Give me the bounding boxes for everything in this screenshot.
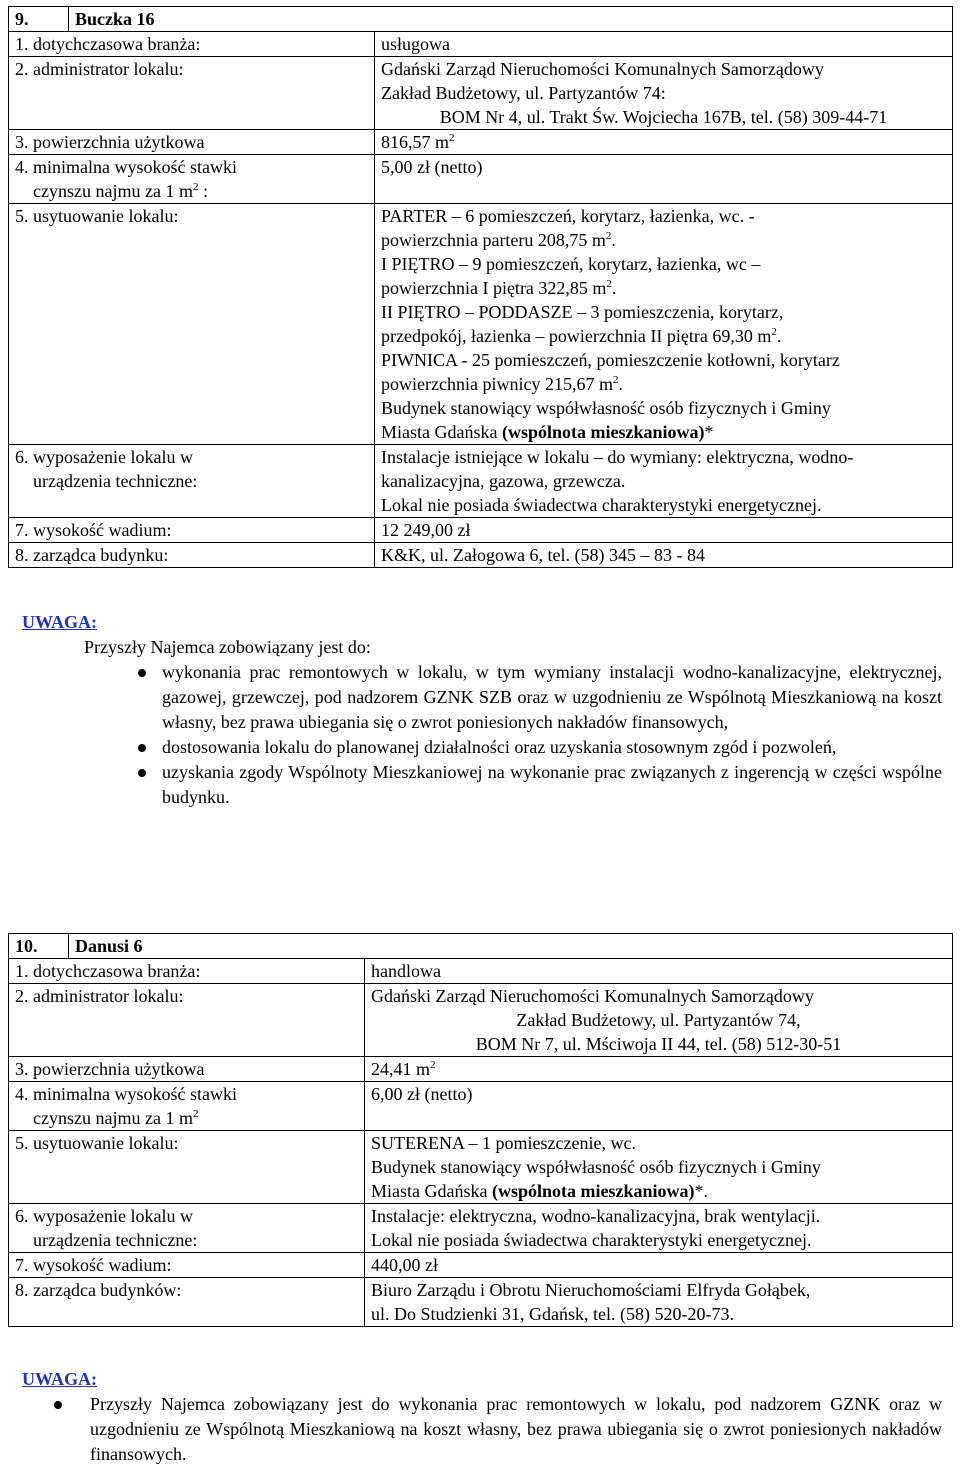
row-value bbox=[365, 1204, 953, 1253]
row-value bbox=[375, 57, 953, 130]
row-value bbox=[375, 130, 953, 155]
admin-line: BOM Nr 7, ul. Mściwoja II 44, tel. (58) 512-30-51 bbox=[475, 1034, 842, 1054]
list-item: wykonania prac remontowych w lokalu, w tym wymiany instalacji wodno-kanalizacyjne, elektrycznej, gazowej, grzewczej, pod nadzorem GZNK SZB oraz w uzgodnieniu ze Wspólnotą Mieszkaniową na koszt własny, bez prawa ubiegania się o zwrot poniesionych nakładów finansowych, bbox=[22, 660, 942, 735]
row-label: 2. administrator lokalu: bbox=[9, 57, 375, 130]
property-number: 10. bbox=[9, 934, 69, 959]
property-table-2 bbox=[8, 933, 953, 1327]
row-value bbox=[365, 1057, 953, 1082]
admin-line: Gdański Zarząd Nieruchomości Komunalnych Samorządowy bbox=[381, 59, 824, 79]
list-item: dostosowania lokalu do planowanej działalności oraz uzyskania stosownym zgód i pozwoleń, bbox=[22, 735, 942, 760]
row-label: 5. usytuowanie lokalu: bbox=[9, 1131, 365, 1204]
row-label: 1. dotychczasowa branża: bbox=[9, 959, 365, 984]
row-label bbox=[9, 445, 375, 518]
row-label: 8. zarządca budynku: bbox=[9, 543, 375, 568]
label-line: urządzenia techniczne: bbox=[33, 471, 198, 491]
list-item: Przyszły Najemca zobowiązany jest do wykonania prac remontowych w lokalu, pod nadzorem GZNK oraz w uzgodnieniu ze Wspólnotą Mieszkaniową na koszt własny, bez prawa ubiegania się o zwrot poniesionych nakładów finansowych. bbox=[22, 1392, 942, 1467]
location-line: II PIĘTRO – PODDASZE – 3 pomieszczenia, korytarz, bbox=[381, 302, 784, 322]
superscript: 2 bbox=[449, 132, 455, 144]
label-line: 6. wyposażenie lokalu w bbox=[15, 1206, 193, 1226]
manager-line: ul. Do Studzienki 31, Gdańsk, tel. (58) 520-20-73. bbox=[371, 1304, 734, 1324]
note-heading: UWAGA: bbox=[22, 612, 97, 632]
table-row bbox=[9, 130, 953, 155]
property-table-1 bbox=[8, 6, 953, 568]
location-line: PIWNICA - 25 pomieszczeń, pomieszczenie kotłowni, korytarz bbox=[381, 350, 840, 370]
location-line: Budynek stanowiący współwłasność osób fizycznych i Gminy bbox=[371, 1157, 821, 1177]
row-label: 1. dotychczasowa branża: bbox=[9, 32, 375, 57]
obligation-list bbox=[22, 660, 942, 810]
location-line: przedpokój, łazienka – powierzchnia II piętra 69,30 $m^2$. bbox=[381, 326, 782, 346]
table-row bbox=[9, 1082, 953, 1131]
location-line: SUTERENA – 1 pomieszczenie, wc. bbox=[371, 1133, 636, 1153]
row-value bbox=[365, 1131, 953, 1204]
property-number: 9. bbox=[9, 7, 69, 32]
table-row-header bbox=[9, 7, 953, 32]
location-line: powierzchnia parteru 208,75 $m^2$. bbox=[381, 230, 616, 250]
row-value bbox=[375, 445, 953, 518]
admin-line: Gdański Zarząd Nieruchomości Komunalnych Samorządowy bbox=[371, 986, 814, 1006]
note-intro: Przyszły Najemca zobowiązany jest do: bbox=[84, 637, 371, 657]
table-row bbox=[9, 32, 953, 57]
row-value: 5,00 zł (netto) bbox=[375, 155, 953, 204]
admin-line: Zakład Budżetowy, ul. Partyzantów 74, bbox=[516, 1010, 801, 1030]
table-row bbox=[9, 1131, 953, 1204]
row-value: 12 249,00 zł bbox=[375, 518, 953, 543]
row-value: K&K, ul. Załogowa 6, tel. (58) 345 – 83 - 84 bbox=[375, 543, 953, 568]
row-label: 3. powierzchnia użytkowa bbox=[9, 1057, 365, 1082]
note-heading: UWAGA: bbox=[22, 1369, 97, 1389]
location-line: powierzchnia I piętra 322,85 $m^2$. bbox=[381, 278, 617, 298]
property-title: Danusi 6 bbox=[69, 934, 953, 959]
manager-line: Biuro Zarządu i Obrotu Nieruchomościami Elfryda Gołąbek, bbox=[371, 1280, 811, 1300]
row-value bbox=[365, 1278, 953, 1327]
table-row bbox=[9, 445, 953, 518]
row-label: 2. administrator lokalu: bbox=[9, 984, 365, 1057]
table-row bbox=[9, 518, 953, 543]
equipment-line: Lokal nie posiada świadectwa charakterystyki energetycznej. bbox=[381, 495, 822, 515]
note-block-1 bbox=[22, 610, 942, 810]
table-row bbox=[9, 984, 953, 1057]
property-title: Buczka 16 bbox=[69, 7, 953, 32]
note-block-2 bbox=[22, 1367, 942, 1467]
table-row bbox=[9, 57, 953, 130]
admin-line: Zakład Budżetowy, ul. Partyzantów 74: bbox=[381, 83, 666, 103]
location-line: I PIĘTRO – 9 pomieszczeń, korytarz, łazienka, wc – bbox=[381, 254, 761, 274]
row-value: 440,00 zł bbox=[365, 1253, 953, 1278]
location-line: PARTER – 6 pomieszczeń, korytarz, łazienka, wc. - bbox=[381, 206, 755, 226]
label-line: czynszu najmu za 1 $m^2$ : bbox=[33, 181, 208, 201]
table-row bbox=[9, 1057, 953, 1082]
table-row bbox=[9, 204, 953, 445]
area-value: 24,41 m bbox=[371, 1059, 431, 1079]
location-line: Miasta Gdańska (wspólnota mieszkaniowa)*. bbox=[371, 1181, 708, 1201]
location-line: Budynek stanowiący współwłasność osób fizycznych i Gminy bbox=[381, 398, 831, 418]
label-line: 4. minimalna wysokość stawki bbox=[15, 1084, 237, 1104]
row-label bbox=[9, 1204, 365, 1253]
row-label bbox=[9, 155, 375, 204]
location-line: Miasta Gdańska (wspólnota mieszkaniowa)* bbox=[381, 422, 714, 442]
label-line: urządzenia techniczne: bbox=[33, 1230, 198, 1250]
row-label: 3. powierzchnia użytkowa bbox=[9, 130, 375, 155]
equipment-line: Lokal nie posiada świadectwa charakterystyki energetycznej. bbox=[371, 1230, 812, 1250]
label-line: czynszu najmu za 1 $m^2$ bbox=[33, 1108, 199, 1128]
row-label: 5. usytuowanie lokalu: bbox=[9, 204, 375, 445]
bullet-icon bbox=[138, 744, 146, 752]
equipment-line: Instalacje: elektryczna, wodno-kanalizacyjna, brak wentylacji. bbox=[371, 1206, 821, 1226]
table-row bbox=[9, 1204, 953, 1253]
row-value: 6,00 zł (netto) bbox=[365, 1082, 953, 1131]
row-value: handlowa bbox=[365, 959, 953, 984]
obligation-list bbox=[22, 1392, 942, 1467]
table-row bbox=[9, 959, 953, 984]
equipment-line: Instalacje istniejące w lokalu – do wymiany: elektryczna, wodno- bbox=[381, 447, 854, 467]
location-line: powierzchnia piwnicy 215,67 $m^2$. bbox=[381, 374, 623, 394]
list-item: uzyskania zgody Wspólnoty Mieszkaniowej na wykonanie prac związanych z ingerencją w części wspólne budynku. bbox=[22, 760, 942, 810]
bullet-icon bbox=[138, 669, 146, 677]
row-value: usługowa bbox=[375, 32, 953, 57]
table-row bbox=[9, 155, 953, 204]
table-row bbox=[9, 543, 953, 568]
bullet-icon bbox=[138, 769, 146, 777]
superscript: 2 bbox=[430, 1059, 436, 1071]
label-line: 6. wyposażenie lokalu w bbox=[15, 447, 193, 467]
row-value bbox=[365, 984, 953, 1057]
admin-line: BOM Nr 4, ul. Trakt Św. Wojciecha 167B, tel. (58) 309-44-71 bbox=[439, 107, 888, 127]
table-row bbox=[9, 1278, 953, 1327]
table-row-header bbox=[9, 934, 953, 959]
row-label: 8. zarządca budynków: bbox=[9, 1278, 365, 1327]
row-label: 7. wysokość wadium: bbox=[9, 518, 375, 543]
table-row bbox=[9, 1253, 953, 1278]
label-line: 4. minimalna wysokość stawki bbox=[15, 157, 237, 177]
row-label bbox=[9, 1082, 365, 1131]
area-value: 816,57 m bbox=[381, 132, 450, 152]
equipment-line: kanalizacyjna, gazowa, grzewcza. bbox=[381, 471, 626, 491]
row-value bbox=[375, 204, 953, 445]
row-label: 7. wysokość wadium: bbox=[9, 1253, 365, 1278]
bullet-icon bbox=[54, 1401, 62, 1409]
